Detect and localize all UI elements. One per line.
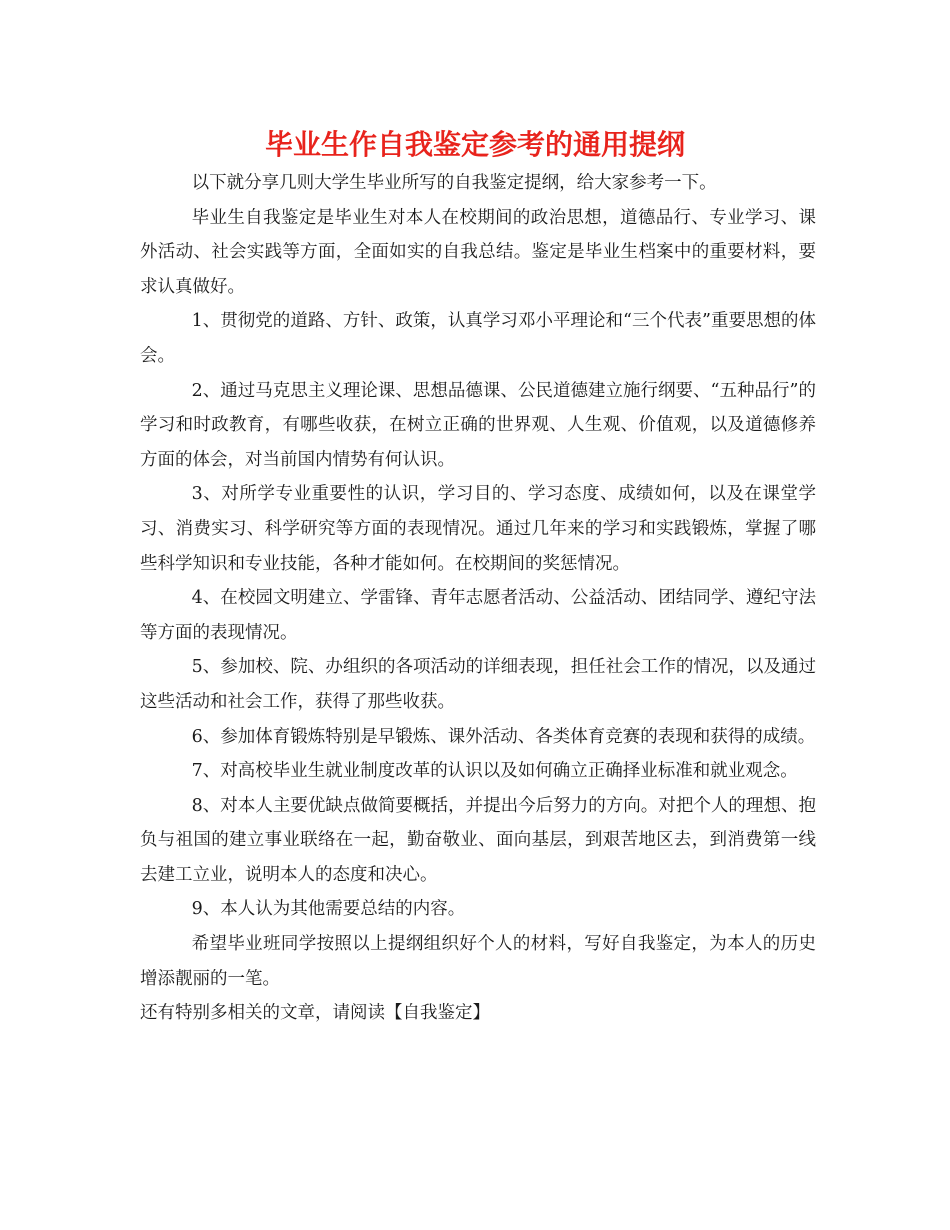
document-body <box>140 166 816 1031</box>
intro-paragraph: 以下就分享几则大学生毕业所写的自我鉴定提纲，给大家参考一下。 <box>191 173 717 193</box>
definition-paragraph: 毕业生自我鉴定是毕业生对本人在校期间的政治思想，道德品行、专业学习、课外活动、社会实践等方面，全面如实的自我总结。鉴定是毕业生档案中的重要材料，要求认真做好。 <box>140 207 816 297</box>
outline-item-9: 9、本人认为其他需要总结的内容。 <box>191 899 466 920</box>
document-title: 毕业生作自我鉴定参考的通用提纲 <box>264 128 685 161</box>
outline-item-1: 1、贯彻党的道路、方针、政策，认真学习邓小平理论和“三个代表”重要思想的体会。 <box>140 311 816 366</box>
related-articles-link[interactable]: 【自我鉴定】 <box>385 1003 490 1024</box>
related-articles-line <box>140 996 816 1031</box>
outline-item-5: 5、参加校、院、办组织的各项活动的详细表现，担任社会工作的情况，以及通过这些活动和社会工作，获得了那些收获。 <box>140 657 816 712</box>
outline-item-3: 3、对所学专业重要性的认识，学习目的、学习态度、成绩如何，以及在课堂学习、消费实习、科学研究等方面的表现情况。通过几年来的学习和实践锻炼，掌握了哪些科学知识和专业技能，各种才能如何。在校期间的奖惩情况。 <box>140 484 816 574</box>
outline-item-8: 8、对本人主要优缺点做简要概括，并提出今后努力的方向。对把个人的理想、抱负与祖国的建立事业联络在一起，勤奋敬业、面向基层，到艰苦地区去，到消费第一线去建工立业，说明本人的态度和决心。 <box>140 795 816 885</box>
outline-item-6: 6、参加体育锻炼特别是早锻炼、课外活动、各类体育竞赛的表现和获得的成绩。 <box>191 726 816 747</box>
outline-item-4: 4、在校园文明建立、学雷锋、青年志愿者活动、公益活动、团结同学、遵纪守法等方面的表现情况。 <box>140 588 816 643</box>
outline-item-2: 2、通过马克思主义理论课、思想品德课、公民道德建立施行纲要、“五种品行”的学习和时政教育，有哪些收获，在树立正确的世界观、人生观、价值观，以及道德修养方面的体会，对当前国内情势有何认识。 <box>140 380 816 470</box>
outline-item-7: 7、对高校毕业生就业制度改革的认识以及如何确立正确择业标准和就业观念。 <box>191 761 798 782</box>
related-articles-text: 还有特别多相关的文章，请阅读 <box>140 1003 385 1024</box>
closing-paragraph: 希望毕业班同学按照以上提纲组织好个人的材料，写好自我鉴定，为本人的历史增添靓丽的一笔。 <box>140 934 816 989</box>
